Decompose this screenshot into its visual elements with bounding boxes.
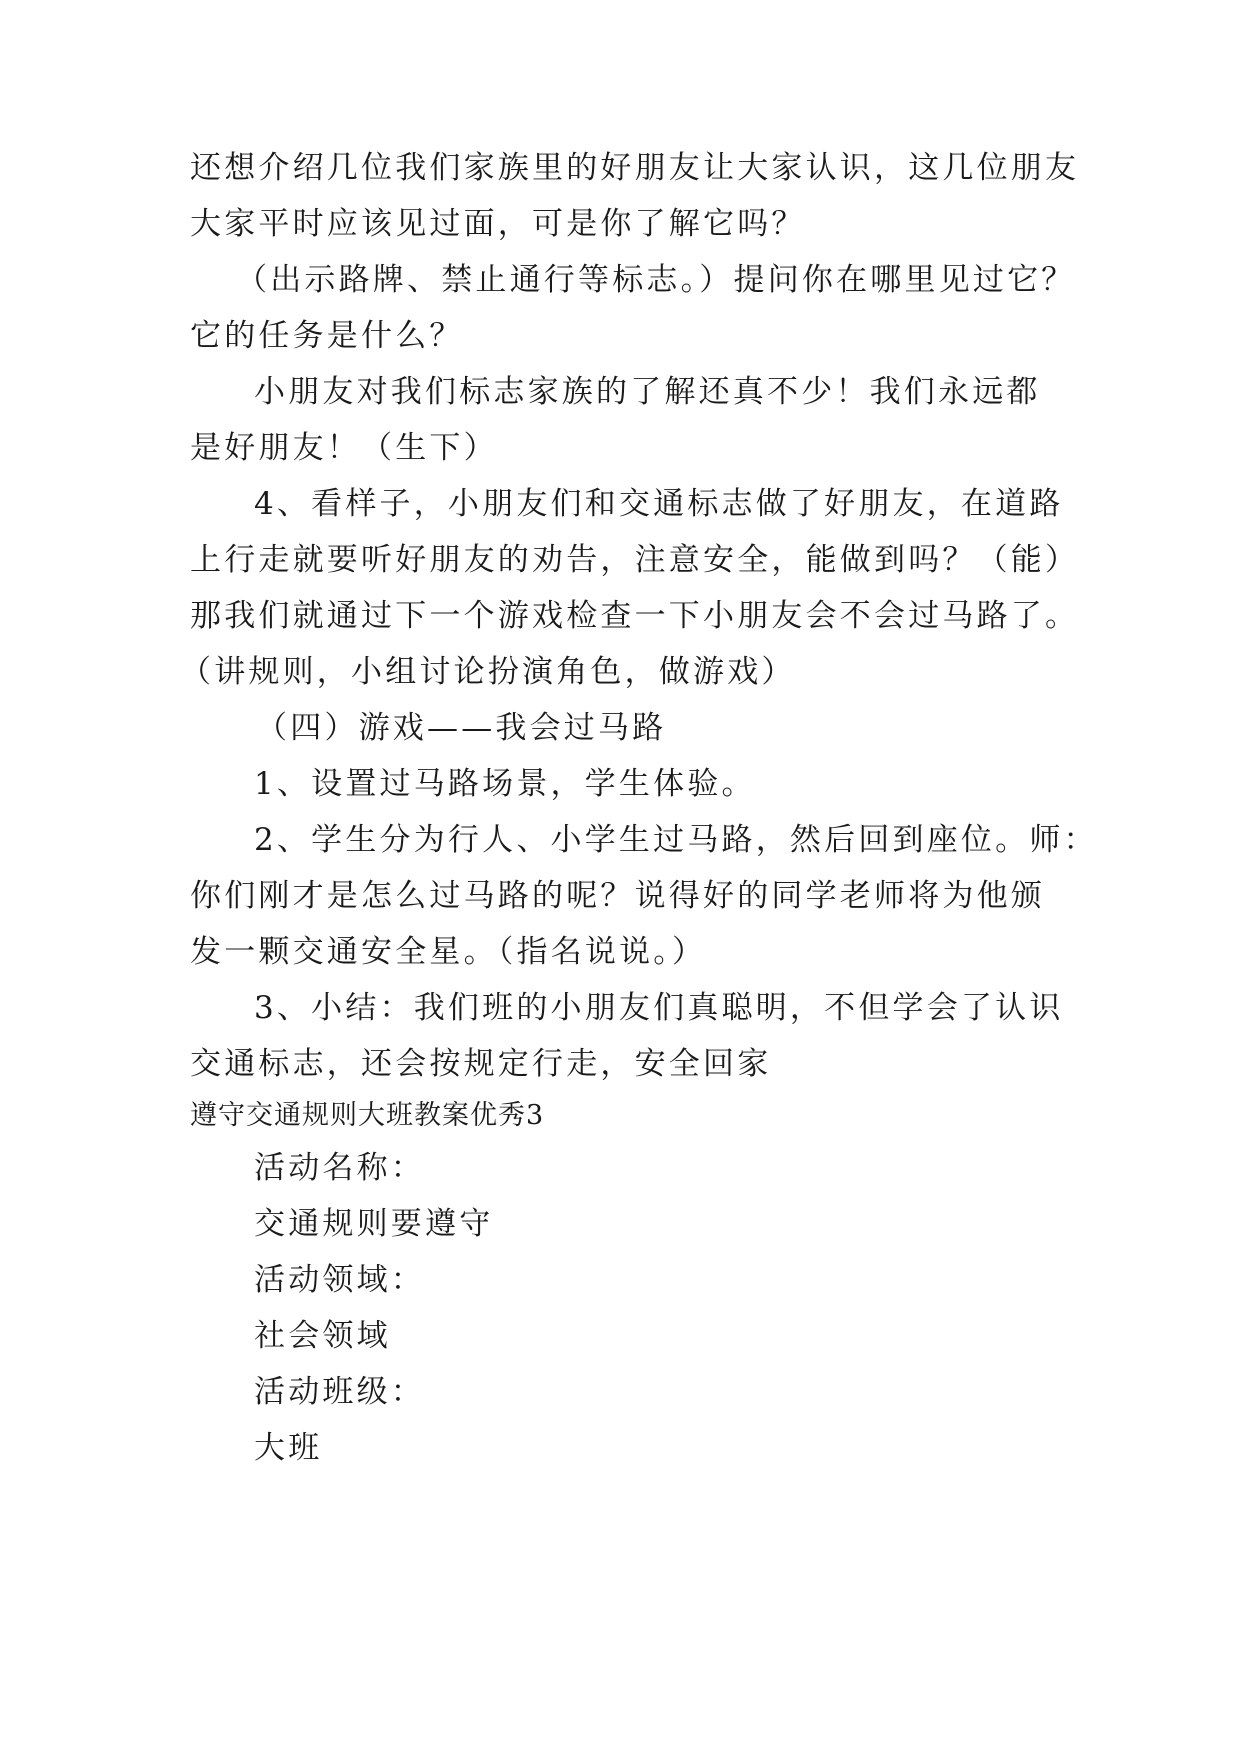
field-value: 社会领域 <box>254 1318 391 1354</box>
paragraph-line: （讲规则，小组讨论扮演角色，做游戏） <box>180 654 796 690</box>
field-value: 大班 <box>254 1430 323 1466</box>
paragraph-line: 它的任务是什么？ <box>190 318 464 354</box>
paragraph-line: 4、看样子，小朋友们和交通标志做了好朋友，在道路 <box>254 486 1064 522</box>
paragraph-line: 小朋友对我们标志家族的了解还真不少！我们永远都 <box>254 374 1041 410</box>
paragraph-line: 大家平时应该见过面，可是你了解它吗？ <box>190 206 806 242</box>
field-label: 活动名称： <box>254 1150 425 1186</box>
paragraph-line: 你们刚才是怎么过马路的呢？说得好的同学老师将为他颁 <box>190 878 1045 914</box>
paragraph-line: 3、小结：我们班的小朋友们真聪明，不但学会了认识 <box>254 990 1064 1026</box>
paragraph-line: 是好朋友！（生下） <box>190 430 498 466</box>
field-value: 交通规则要遵守 <box>254 1206 494 1242</box>
field-label: 活动班级： <box>254 1374 425 1410</box>
paragraph-line: 2、学生分为行人、小学生过马路，然后回到座位。师： <box>254 822 1098 858</box>
paragraph-line: （出示路牌、禁止通行等标志。）提问你在哪里见过它？ <box>236 262 1076 298</box>
paragraph-line: 交通标志，还会按规定行走，安全回家 <box>190 1046 772 1082</box>
document-title: 遵守交通规则大班教案优秀3 <box>190 1100 545 1131</box>
paragraph-line: 还想介绍几位我们家族里的好朋友让大家认识，这几位朋友 <box>190 150 1080 186</box>
paragraph-line: 上行走就要听好朋友的劝告，注意安全，能做到吗？（能） <box>190 542 1080 578</box>
section-heading: （四）游戏——我会过马路 <box>256 710 667 746</box>
field-label: 活动领域： <box>254 1262 425 1298</box>
paragraph-line: 发一颗交通安全星。（指名说说。） <box>190 934 707 970</box>
paragraph-line: 那我们就通过下一个游戏检查一下小朋友会不会过马路了。 <box>190 598 1080 634</box>
paragraph-line: 1、设置过马路场景，学生体验。 <box>254 766 756 802</box>
